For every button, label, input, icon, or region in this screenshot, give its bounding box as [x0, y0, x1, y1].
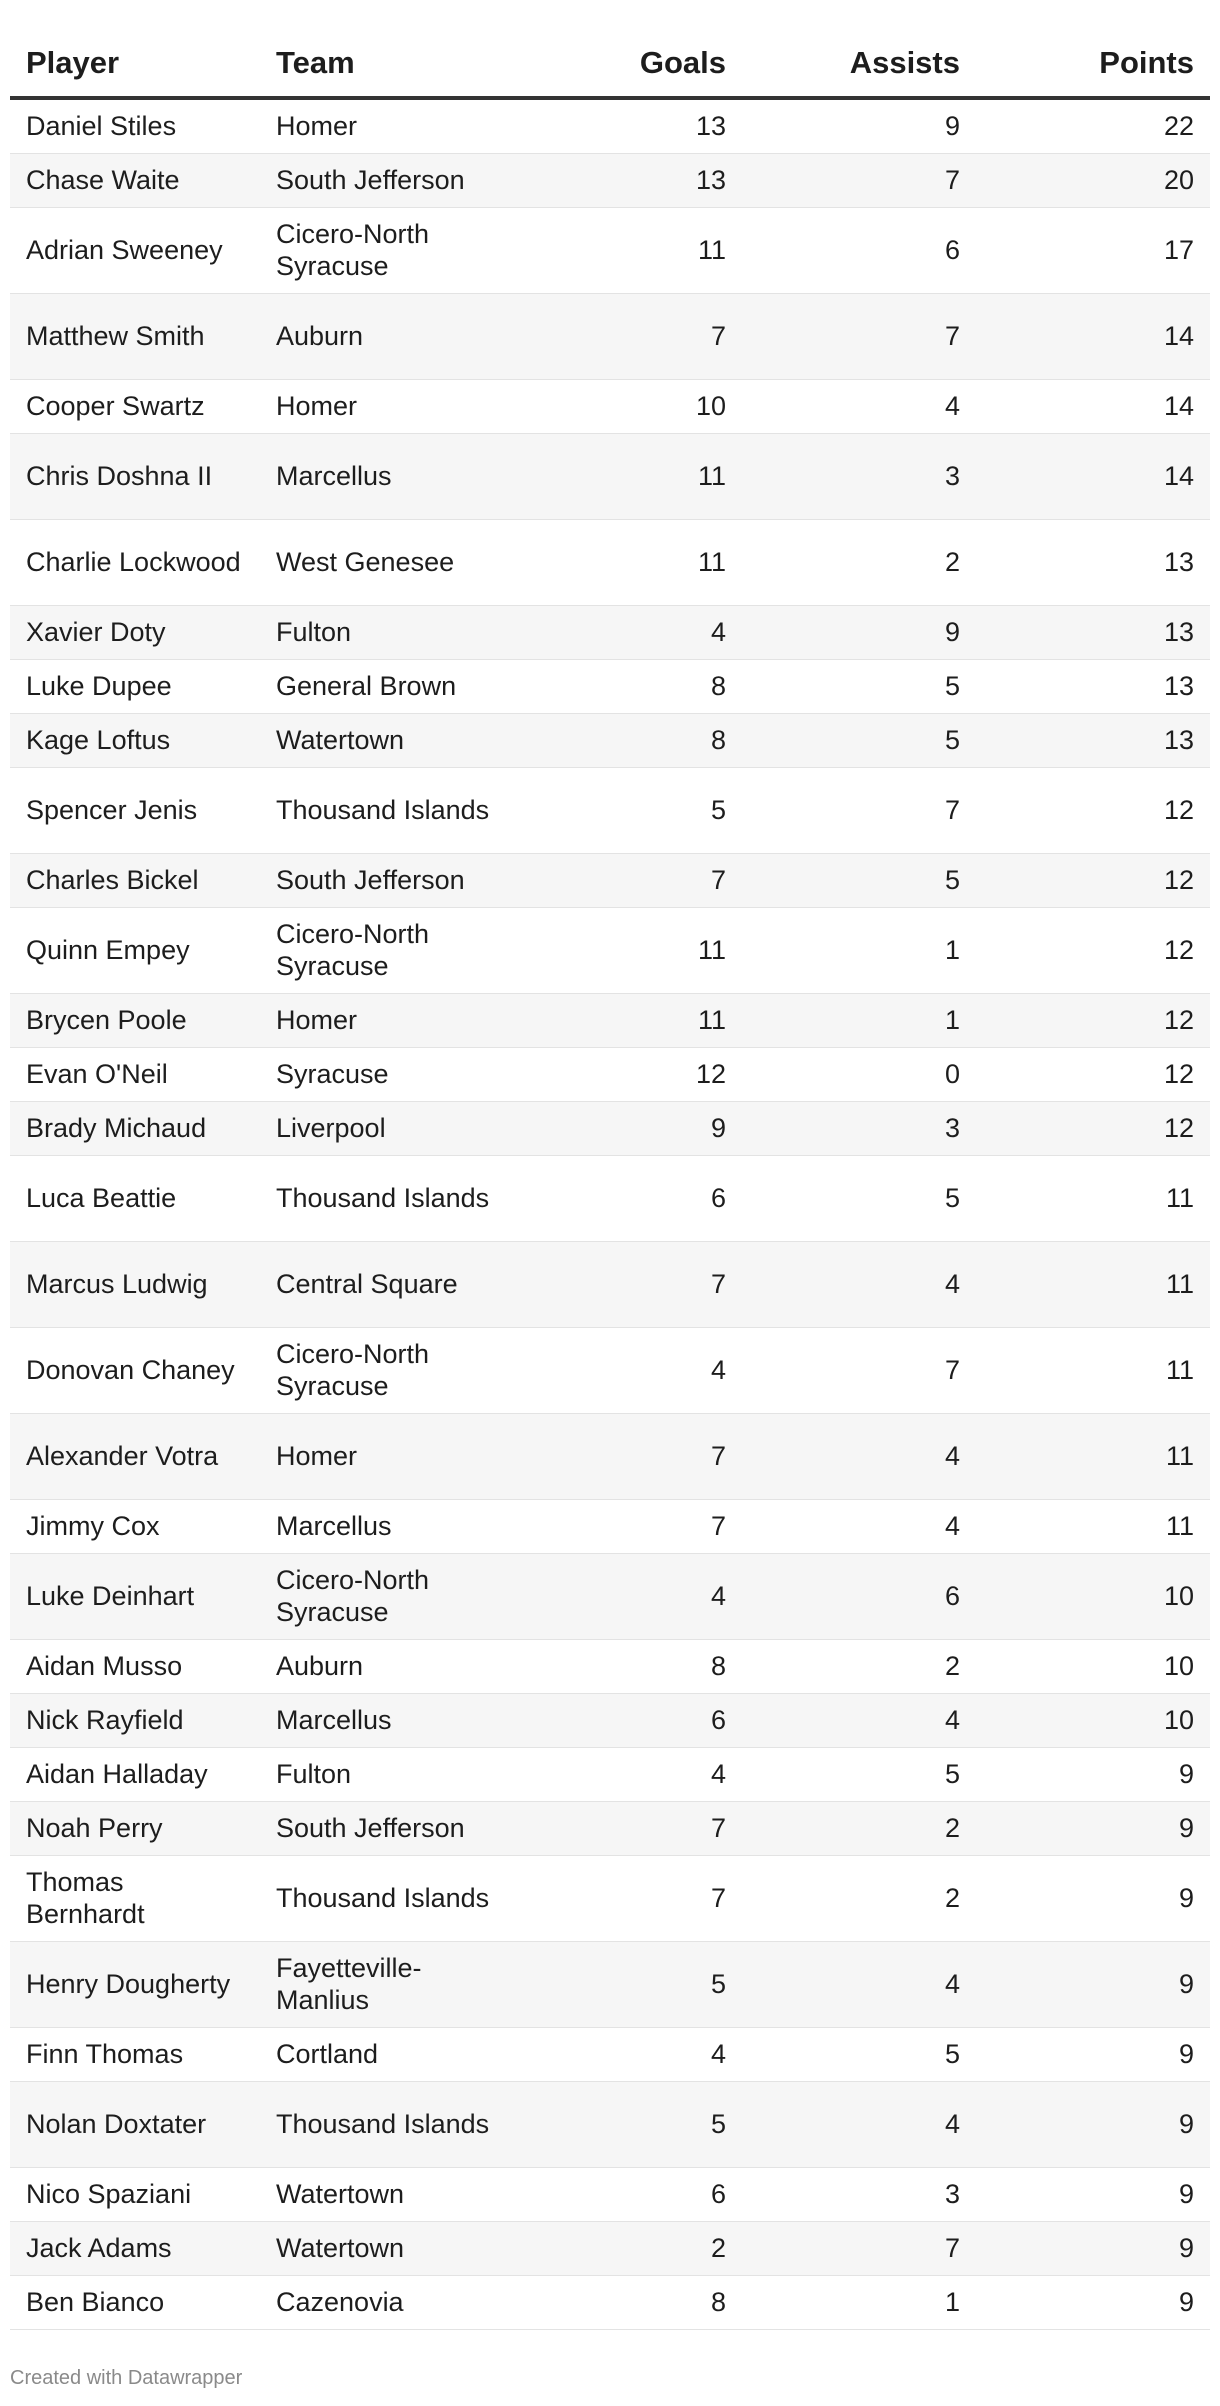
cell-team: Homer [260, 994, 510, 1048]
cell-player: Noah Perry [10, 1802, 260, 1856]
cell-points: 13 [976, 660, 1210, 714]
table-row [10, 2082, 1210, 2168]
cell-goals: 11 [510, 434, 742, 520]
cell-team: Watertown [260, 2168, 510, 2222]
table-row [10, 154, 1210, 208]
cell-player: Nico Spaziani [10, 2168, 260, 2222]
cell-goals: 7 [510, 1856, 742, 1942]
table-row [10, 1414, 1210, 1500]
column-header-goals[interactable]: Goals [510, 30, 742, 98]
cell-points: 22 [976, 98, 1210, 154]
cell-player: Henry Dougherty [10, 1942, 260, 2028]
cell-points: 12 [976, 768, 1210, 854]
cell-assists: 4 [742, 380, 976, 434]
cell-player: Luca Beattie [10, 1156, 260, 1242]
cell-goals: 9 [510, 1102, 742, 1156]
cell-goals: 7 [510, 1500, 742, 1554]
table-row [10, 1802, 1210, 1856]
cell-points: 9 [976, 2168, 1210, 2222]
cell-player: Quinn Empey [10, 908, 260, 994]
cell-player: Spencer Jenis [10, 768, 260, 854]
cell-points: 9 [976, 1802, 1210, 1856]
cell-points: 14 [976, 434, 1210, 520]
table-row [10, 520, 1210, 606]
cell-player: Chris Doshna II [10, 434, 260, 520]
cell-player: Aidan Musso [10, 1640, 260, 1694]
cell-assists: 7 [742, 768, 976, 854]
cell-assists: 2 [742, 1802, 976, 1856]
cell-points: 14 [976, 294, 1210, 380]
cell-team: Auburn [260, 1640, 510, 1694]
table-row [10, 1156, 1210, 1242]
cell-team: Marcellus [260, 1694, 510, 1748]
cell-goals: 7 [510, 1802, 742, 1856]
table-row [10, 2028, 1210, 2082]
cell-team: General Brown [260, 660, 510, 714]
table-row [10, 2168, 1210, 2222]
cell-player: Jack Adams [10, 2222, 260, 2276]
datawrapper-credit[interactable]: Created with Datawrapper [10, 2367, 243, 2389]
cell-points: 13 [976, 606, 1210, 660]
cell-assists: 5 [742, 2028, 976, 2082]
cell-player: Daniel Stiles [10, 98, 260, 154]
cell-goals: 6 [510, 1694, 742, 1748]
table-row [10, 1856, 1210, 1942]
table-row [10, 294, 1210, 380]
cell-points: 9 [976, 1748, 1210, 1802]
cell-points: 9 [976, 2276, 1210, 2330]
cell-assists: 5 [742, 1156, 976, 1242]
cell-goals: 11 [510, 520, 742, 606]
table-row [10, 660, 1210, 714]
cell-points: 9 [976, 2028, 1210, 2082]
cell-player: Evan O'Neil [10, 1048, 260, 1102]
cell-goals: 5 [510, 768, 742, 854]
cell-assists: 5 [742, 714, 976, 768]
cell-points: 13 [976, 714, 1210, 768]
table-row [10, 1328, 1210, 1414]
cell-team: Homer [260, 1414, 510, 1500]
cell-player: Aidan Halladay [10, 1748, 260, 1802]
cell-player: Finn Thomas [10, 2028, 260, 2082]
cell-team: Marcellus [260, 1500, 510, 1554]
cell-team: Homer [260, 380, 510, 434]
cell-assists: 6 [742, 1554, 976, 1640]
cell-assists: 1 [742, 908, 976, 994]
cell-team: Marcellus [260, 434, 510, 520]
table-row [10, 1500, 1210, 1554]
table-row [10, 2222, 1210, 2276]
cell-goals: 4 [510, 1748, 742, 1802]
cell-team: Thousand Islands [260, 1856, 510, 1942]
cell-team: Cicero-North Syracuse [260, 1328, 510, 1414]
cell-team: Homer [260, 98, 510, 154]
table-row [10, 208, 1210, 294]
cell-points: 10 [976, 1554, 1210, 1640]
cell-team: Watertown [260, 2222, 510, 2276]
cell-assists: 2 [742, 1640, 976, 1694]
cell-player: Alexander Votra [10, 1414, 260, 1500]
cell-assists: 3 [742, 434, 976, 520]
column-header-team[interactable]: Team [260, 30, 510, 98]
cell-points: 11 [976, 1156, 1210, 1242]
cell-assists: 9 [742, 606, 976, 660]
table-row [10, 1048, 1210, 1102]
cell-team: South Jefferson [260, 1802, 510, 1856]
cell-goals: 11 [510, 208, 742, 294]
cell-player: Jimmy Cox [10, 1500, 260, 1554]
cell-player: Nolan Doxtater [10, 2082, 260, 2168]
cell-assists: 6 [742, 208, 976, 294]
cell-player: Thomas Bernhardt [10, 1856, 260, 1942]
cell-player: Marcus Ludwig [10, 1242, 260, 1328]
cell-player: Donovan Chaney [10, 1328, 260, 1414]
cell-player: Luke Deinhart [10, 1554, 260, 1640]
table-row [10, 434, 1210, 520]
cell-goals: 7 [510, 854, 742, 908]
cell-goals: 6 [510, 1156, 742, 1242]
cell-team: Auburn [260, 294, 510, 380]
cell-points: 9 [976, 1856, 1210, 1942]
cell-assists: 5 [742, 660, 976, 714]
cell-points: 17 [976, 208, 1210, 294]
cell-points: 12 [976, 1102, 1210, 1156]
stats-table-container [10, 30, 1210, 2330]
cell-team: Central Square [260, 1242, 510, 1328]
column-header-assists[interactable]: Assists [742, 30, 976, 98]
cell-points: 10 [976, 1640, 1210, 1694]
cell-team: South Jefferson [260, 154, 510, 208]
cell-goals: 12 [510, 1048, 742, 1102]
table-row [10, 606, 1210, 660]
cell-points: 11 [976, 1500, 1210, 1554]
cell-team: Fulton [260, 606, 510, 660]
table-row [10, 854, 1210, 908]
cell-assists: 3 [742, 2168, 976, 2222]
cell-player: Adrian Sweeney [10, 208, 260, 294]
table-row [10, 1640, 1210, 1694]
column-header-player[interactable]: Player [10, 30, 260, 98]
table-row [10, 1102, 1210, 1156]
cell-goals: 7 [510, 1242, 742, 1328]
cell-assists: 7 [742, 294, 976, 380]
cell-goals: 5 [510, 2082, 742, 2168]
cell-goals: 13 [510, 98, 742, 154]
table-row [10, 1554, 1210, 1640]
cell-assists: 5 [742, 854, 976, 908]
cell-player: Nick Rayfield [10, 1694, 260, 1748]
cell-player: Luke Dupee [10, 660, 260, 714]
table-row [10, 1242, 1210, 1328]
cell-points: 12 [976, 994, 1210, 1048]
cell-player: Charles Bickel [10, 854, 260, 908]
cell-assists: 4 [742, 1500, 976, 1554]
cell-points: 12 [976, 908, 1210, 994]
cell-assists: 7 [742, 2222, 976, 2276]
cell-goals: 4 [510, 606, 742, 660]
cell-goals: 7 [510, 1414, 742, 1500]
table-row [10, 768, 1210, 854]
cell-team: Liverpool [260, 1102, 510, 1156]
cell-player: Brycen Poole [10, 994, 260, 1048]
cell-assists: 9 [742, 98, 976, 154]
cell-goals: 10 [510, 380, 742, 434]
cell-points: 12 [976, 854, 1210, 908]
cell-team: Cicero-North Syracuse [260, 208, 510, 294]
cell-goals: 8 [510, 660, 742, 714]
cell-assists: 4 [742, 2082, 976, 2168]
cell-assists: 2 [742, 520, 976, 606]
cell-assists: 4 [742, 1694, 976, 1748]
cell-team: South Jefferson [260, 854, 510, 908]
cell-assists: 4 [742, 1414, 976, 1500]
table-body [10, 98, 1210, 2330]
cell-assists: 7 [742, 1328, 976, 1414]
cell-team: Thousand Islands [260, 2082, 510, 2168]
cell-player: Charlie Lockwood [10, 520, 260, 606]
cell-team: Thousand Islands [260, 1156, 510, 1242]
cell-team: Fulton [260, 1748, 510, 1802]
cell-goals: 13 [510, 154, 742, 208]
column-header-points[interactable]: Points [976, 30, 1210, 98]
cell-points: 9 [976, 1942, 1210, 2028]
cell-points: 11 [976, 1328, 1210, 1414]
cell-player: Matthew Smith [10, 294, 260, 380]
table-row [10, 994, 1210, 1048]
cell-points: 11 [976, 1414, 1210, 1500]
table-row [10, 98, 1210, 154]
cell-team: Thousand Islands [260, 768, 510, 854]
cell-points: 10 [976, 1694, 1210, 1748]
cell-points: 14 [976, 380, 1210, 434]
cell-team: Cicero-North Syracuse [260, 908, 510, 994]
header-row [10, 30, 1210, 98]
cell-player: Chase Waite [10, 154, 260, 208]
cell-goals: 8 [510, 714, 742, 768]
cell-goals: 4 [510, 2028, 742, 2082]
cell-assists: 3 [742, 1102, 976, 1156]
cell-team: West Genesee [260, 520, 510, 606]
cell-assists: 4 [742, 1242, 976, 1328]
cell-assists: 1 [742, 2276, 976, 2330]
cell-points: 13 [976, 520, 1210, 606]
table-row [10, 714, 1210, 768]
stats-table [10, 30, 1210, 2330]
table-row [10, 2276, 1210, 2330]
table-row [10, 908, 1210, 994]
cell-goals: 6 [510, 2168, 742, 2222]
cell-team: Watertown [260, 714, 510, 768]
cell-points: 20 [976, 154, 1210, 208]
cell-player: Brady Michaud [10, 1102, 260, 1156]
cell-goals: 4 [510, 1554, 742, 1640]
cell-team: Cazenovia [260, 2276, 510, 2330]
table-row [10, 1694, 1210, 1748]
cell-goals: 8 [510, 1640, 742, 1694]
cell-points: 12 [976, 1048, 1210, 1102]
cell-goals: 11 [510, 908, 742, 994]
cell-assists: 1 [742, 994, 976, 1048]
table-header [10, 30, 1210, 98]
cell-points: 9 [976, 2082, 1210, 2168]
cell-goals: 7 [510, 294, 742, 380]
cell-player: Kage Loftus [10, 714, 260, 768]
cell-goals: 5 [510, 1942, 742, 2028]
cell-points: 11 [976, 1242, 1210, 1328]
cell-team: Fayetteville-Manlius [260, 1942, 510, 2028]
cell-assists: 4 [742, 1942, 976, 2028]
cell-goals: 8 [510, 2276, 742, 2330]
cell-player: Xavier Doty [10, 606, 260, 660]
cell-team: Syracuse [260, 1048, 510, 1102]
cell-goals: 2 [510, 2222, 742, 2276]
table-row [10, 1942, 1210, 2028]
cell-points: 9 [976, 2222, 1210, 2276]
cell-player: Ben Bianco [10, 2276, 260, 2330]
table-row [10, 380, 1210, 434]
cell-assists: 2 [742, 1856, 976, 1942]
cell-goals: 11 [510, 994, 742, 1048]
cell-assists: 7 [742, 154, 976, 208]
table-row [10, 1748, 1210, 1802]
cell-assists: 0 [742, 1048, 976, 1102]
cell-team: Cicero-North Syracuse [260, 1554, 510, 1640]
cell-goals: 4 [510, 1328, 742, 1414]
cell-assists: 5 [742, 1748, 976, 1802]
cell-team: Cortland [260, 2028, 510, 2082]
cell-player: Cooper Swartz [10, 380, 260, 434]
